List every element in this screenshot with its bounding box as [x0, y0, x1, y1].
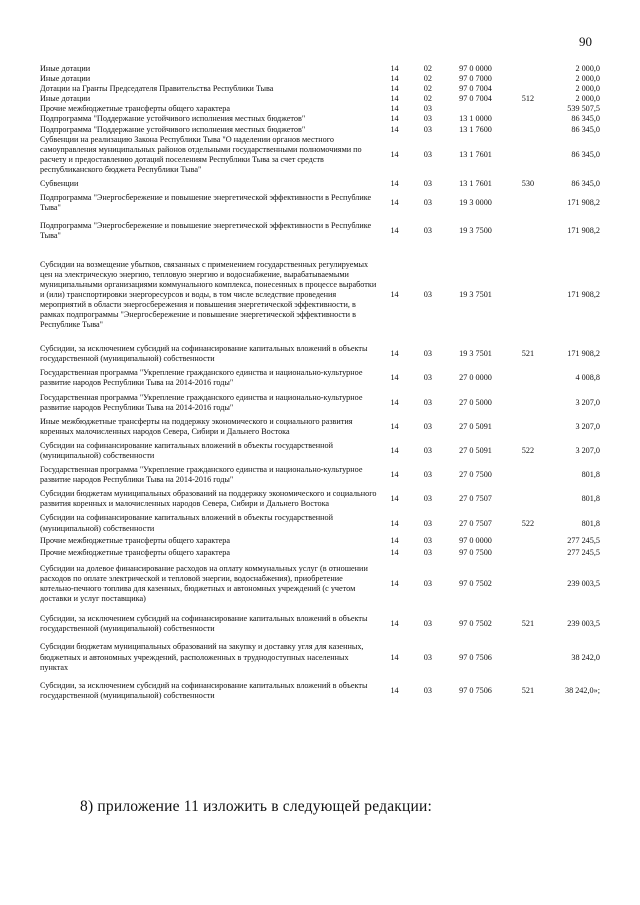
row-section: 14	[390, 652, 399, 662]
row-amount: 171 908,2	[567, 289, 600, 299]
row-section: 14	[390, 685, 399, 695]
row-target-article: 19 3 7501	[459, 349, 492, 359]
row-section: 14	[390, 518, 399, 528]
row-target-article: 97 0 7502	[459, 619, 492, 629]
row-subsection: 03	[423, 289, 432, 299]
row-subsection: 03	[423, 445, 432, 455]
row-amount: 38 242,0»;	[564, 685, 600, 695]
row-target-article: 97 0 0000	[459, 535, 492, 545]
row-name: Субсидии, за исключением субсидий на софинансирование капитальных вложений в объекты государственной (муниципальной) собственности	[40, 614, 368, 634]
row-target-article: 97 0 0000	[459, 64, 492, 73]
row-name: Субсидии на долевое финансирование расходов на оплату коммунальных услуг (в отношении расходов по оплате электрической и тепловой энергии, водоснабжения), приобретение котельно-печного топлива для казенных, бюджетных и автономных учреждений (с учетом доставки и услуг поставщика)	[40, 563, 368, 604]
table-row	[40, 260, 600, 331]
row-name: Иные межбюджетные трансферты на поддержку экономического и социального развития коренных малочисленных народов Севера, Сибири и Дальнего Востока	[40, 416, 353, 436]
row-section: 14	[390, 421, 399, 431]
row-subsection: 03	[423, 149, 432, 159]
row-name: Субсидии бюджетам муниципальных образований на поддержку экономического и социального развития коренных и малочисленных народов Севера, Сибири и Дальнего Востока	[40, 489, 377, 509]
row-section: 14	[390, 114, 399, 124]
row-expense-type: 512	[521, 94, 535, 104]
row-section: 14	[390, 445, 399, 455]
row-target-article: 13 1 7601	[459, 149, 492, 159]
row-target-article: 13 1 7600	[459, 124, 492, 134]
row-target-article: 27 0 7500	[459, 470, 492, 480]
row-subsection: 03	[423, 578, 432, 588]
row-section: 14	[390, 124, 399, 134]
row-name: Иные дотации	[40, 94, 91, 104]
row-target-article: 27 0 0000	[459, 373, 492, 383]
row-subsection: 03	[423, 226, 432, 236]
row-amount: 801,8	[581, 518, 600, 528]
row-name: Прочие межбюджетные трансферты общего характера	[40, 104, 231, 114]
row-section: 14	[390, 149, 399, 159]
row-subsection: 03	[423, 685, 432, 695]
row-subsection: 03	[423, 397, 432, 407]
row-section: 14	[390, 64, 399, 73]
row-section: 14	[390, 494, 399, 504]
row-amount: 2 000,0	[575, 64, 600, 73]
row-target-article: 97 0 7506	[459, 685, 492, 695]
table-row	[40, 368, 600, 388]
row-amount: 539 507,5	[567, 104, 600, 114]
row-subsection: 02	[423, 64, 432, 73]
row-amount: 239 003,5	[567, 578, 600, 588]
table-row	[40, 64, 600, 74]
table-row	[40, 344, 600, 364]
row-section: 14	[390, 198, 399, 208]
row-target-article: 27 0 5091	[459, 445, 492, 455]
row-target-article: 97 0 7004	[459, 94, 492, 104]
table-row	[40, 564, 600, 604]
row-amount: 171 908,2	[567, 198, 600, 208]
row-section: 14	[390, 578, 399, 588]
row-expense-type: 521	[521, 619, 535, 629]
row-amount: 277 245,5	[567, 547, 600, 557]
row-subsection: 03	[423, 114, 432, 124]
row-name: Подпрограмма "Поддержание устойчивого исполнения местных бюджетов"	[40, 124, 306, 134]
row-amount: 38 242,0	[571, 652, 600, 662]
row-subsection: 03	[423, 179, 432, 189]
table-row	[40, 536, 600, 546]
row-target-article: 27 0 5091	[459, 421, 492, 431]
row-amount: 86 345,0	[571, 114, 600, 124]
row-amount: 239 003,5	[567, 619, 600, 629]
row-subsection: 02	[423, 74, 432, 84]
row-amount: 86 345,0	[571, 179, 600, 189]
row-subsection: 03	[423, 535, 432, 545]
row-expense-type: 530	[521, 179, 535, 189]
row-amount: 801,8	[581, 494, 600, 504]
amendment-instruction: 8) приложение 11 изложить в следующей редакции:	[80, 798, 432, 815]
row-subsection: 03	[423, 373, 432, 383]
row-section: 14	[390, 179, 399, 189]
row-name: Субсидии, за исключением субсидий на софинансирование капитальных вложений в объекты государственной (муниципальной) собственности	[40, 680, 368, 700]
table-row	[40, 465, 600, 485]
row-name: Иные дотации	[40, 74, 91, 84]
row-section: 14	[390, 397, 399, 407]
table-row	[40, 614, 600, 634]
row-amount: 801,8	[581, 470, 600, 480]
row-subsection: 03	[423, 104, 432, 114]
row-name: Подпрограмма "Поддержание устойчивого исполнения местных бюджетов"	[40, 114, 306, 124]
row-target-article: 27 0 5000	[459, 397, 492, 407]
row-section: 14	[390, 535, 399, 545]
row-target-article: 19 3 7501	[459, 289, 492, 299]
row-section: 14	[390, 289, 399, 299]
row-subsection: 02	[423, 84, 432, 94]
row-name: Субвенции на реализацию Закона Республики Тыва "О наделении органов местного самоуправления муниципальных районов отдельными государственными полномочиями по расчету и предоставлению дотаций поселениям Республики Тыва за счет средств республиканского бюджета Республики Тыва"	[40, 134, 362, 174]
row-section: 14	[390, 619, 399, 629]
table-row	[40, 642, 600, 672]
row-name: Дотации на Гранты Председателя Правительства Республики Тыва	[40, 84, 274, 94]
row-section: 14	[390, 226, 399, 236]
row-name: Государственная программа "Укрепление гражданского единства и национально-культурное развитие народов Республики Тыва на 2014-2016 годы"	[40, 465, 363, 485]
table-row	[40, 135, 600, 175]
row-expense-type: 522	[521, 518, 535, 528]
row-section: 14	[390, 349, 399, 359]
page-number: 90	[579, 34, 592, 49]
table-row	[40, 114, 600, 124]
table-row	[40, 513, 600, 533]
row-amount: 4 008,8	[575, 373, 600, 383]
row-name: Государственная программа "Укрепление гражданского единства и национально-культурное развитие народов Республики Тыва на 2014-2016 годы"	[40, 392, 363, 412]
row-subsection: 03	[423, 619, 432, 629]
row-expense-type: 521	[521, 349, 535, 359]
row-target-article: 13 1 0000	[459, 114, 492, 124]
row-name: Прочие межбюджетные трансферты общего характера	[40, 535, 231, 545]
row-subsection: 03	[423, 198, 432, 208]
row-subsection: 02	[423, 94, 432, 104]
row-target-article: 19 3 0000	[459, 198, 492, 208]
row-expense-type: 522	[521, 445, 535, 455]
row-target-article: 97 0 7500	[459, 547, 492, 557]
row-section: 14	[390, 74, 399, 84]
row-target-article: 27 0 7507	[459, 518, 492, 528]
table-row	[40, 74, 600, 84]
row-target-article: 97 0 7000	[459, 74, 492, 84]
row-amount: 3 207,0	[575, 445, 600, 455]
row-target-article: 19 3 7500	[459, 226, 492, 236]
row-target-article: 27 0 7507	[459, 494, 492, 504]
row-name: Субсидии, за исключением субсидий на софинансирование капитальных вложений в объекты государственной (муниципальной) собственности	[40, 344, 368, 364]
table-row	[40, 94, 600, 104]
row-section: 14	[390, 84, 399, 94]
table-row	[40, 489, 600, 509]
row-amount: 277 245,5	[567, 535, 600, 545]
row-section: 14	[390, 373, 399, 383]
budget-table	[40, 64, 600, 701]
row-section: 14	[390, 104, 399, 114]
row-subsection: 03	[423, 349, 432, 359]
row-subsection: 03	[423, 421, 432, 431]
row-subsection: 03	[423, 470, 432, 480]
row-name: Субсидии на софинансирование капитальных вложений в объекты государственной (муниципальной) собственности	[40, 513, 333, 533]
row-name: Субвенции	[40, 179, 79, 189]
row-name: Субсидии на возмещение убытков, связанных с применением государственных регулируемых цен на электрическую энергию, тепловую энергию и водоснабжение, вырабатываемыми муниципальными организациями коммунального комплекса, понесенных в процессе выработки и (или) транспортировки энергоресурсов и воды, в том числе вследствие проведения мероприятий в области энергосбережения и повышения энергетической эффективности, в рамках подпрограммы "Энергосбережение и повышение энергетической эффективности в Республике Тыва"	[40, 259, 377, 330]
row-target-article: 97 0 7502	[459, 578, 492, 588]
row-subsection: 03	[423, 124, 432, 134]
row-subsection: 03	[423, 652, 432, 662]
row-amount: 171 908,2	[567, 226, 600, 236]
row-name: Субсидии на софинансирование капитальных вложений в объекты государственной (муниципальной) собственности	[40, 440, 333, 460]
table-row	[40, 104, 600, 114]
row-amount: 2 000,0	[575, 74, 600, 84]
row-name: Государственная программа "Укрепление гражданского единства и национально-культурное развитие народов Республики Тыва на 2014-2016 годы"	[40, 368, 363, 388]
row-amount: 86 345,0	[571, 124, 600, 134]
row-target-article: 97 0 7506	[459, 652, 492, 662]
table-row	[40, 441, 600, 461]
row-amount: 2 000,0	[575, 84, 600, 94]
table-row	[40, 179, 600, 189]
row-name: Прочие межбюджетные трансферты общего характера	[40, 547, 231, 557]
row-name: Иные дотации	[40, 64, 91, 73]
row-subsection: 03	[423, 518, 432, 528]
row-section: 14	[390, 547, 399, 557]
table-row	[40, 84, 600, 94]
row-target-article: 13 1 7601	[459, 179, 492, 189]
table-row	[40, 221, 600, 241]
row-amount: 3 207,0	[575, 397, 600, 407]
table-row	[40, 193, 600, 213]
row-name: Субсидии бюджетам муниципальных образований на закупку и доставку угля для казенных, бюджетных и автономных учреждений, расположенных в труднодоступных населенных пунктах	[40, 642, 364, 672]
row-section: 14	[390, 94, 399, 104]
table-row	[40, 125, 600, 135]
row-section: 14	[390, 470, 399, 480]
row-name: Подпрограмма "Энергосбережение и повышение энергетической эффективности в Республике Тыва"	[40, 193, 372, 213]
row-amount: 171 908,2	[567, 349, 600, 359]
table-row	[40, 417, 600, 437]
row-subsection: 03	[423, 494, 432, 504]
row-amount: 86 345,0	[571, 149, 600, 159]
row-subsection: 03	[423, 547, 432, 557]
row-amount: 2 000,0	[575, 94, 600, 104]
table-row	[40, 548, 600, 558]
row-target-article: 97 0 7004	[459, 84, 492, 94]
table-row	[40, 681, 600, 701]
row-amount: 3 207,0	[575, 421, 600, 431]
table-row	[40, 393, 600, 413]
row-name: Подпрограмма "Энергосбережение и повышение энергетической эффективности в Республике Тыва"	[40, 221, 372, 241]
row-expense-type: 521	[521, 685, 535, 695]
